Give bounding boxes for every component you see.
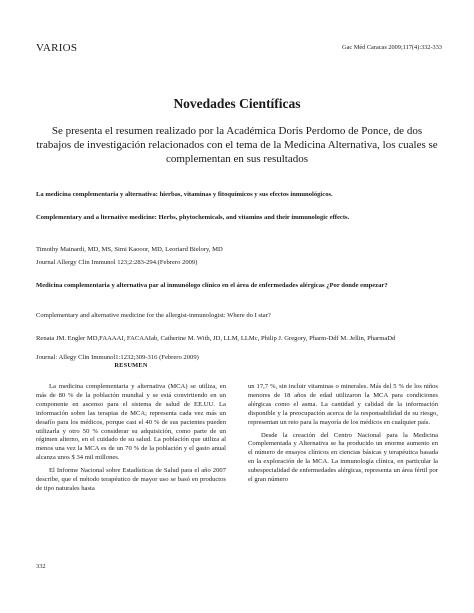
journal-citation-header: Gac Méd Caracas 2009;117(4):332-333 — [342, 44, 442, 51]
article2-citation: Journal: Allegy Clin Immunol1:1232;309-316 (Febrero 2009) — [36, 354, 199, 361]
resumen-right-column — [248, 383, 438, 489]
article1-title-en: Complementary and a lternative medicine: Herbs, phytochemicals, and vitamins and their immunologic effects. — [36, 214, 350, 221]
article2-title-en: Complementary and alternative medicine for the allergist-inmunologist: Where do I star? — [36, 312, 271, 319]
section-label: VARIOS — [36, 42, 78, 54]
article2-title-es: Medicina complementaria y alternativa par al inmunólogo clínico en el área de enfermedades alérgicas ¿Por donde empezar? — [36, 282, 388, 289]
article2-authors: Renata JM. Engler MD,FAAAAI, FACAAIab, Catherine M. With, JD, LLM, LLMc, Philip J. Gregory, Pharm-Ddf M. Jellin, PharmaDd — [36, 335, 396, 342]
resumen-heading: RESUMEN — [114, 362, 148, 369]
article1-citation: Journal Allergy Clin Immunol 123;2:283-294.(Febrero 2009) — [36, 259, 198, 266]
resumen-paragraph: El Informe Nacional sobre Estadísticas de Salud para el año 2007 describe, que el método terapéutico de mayor uso se basó en productos de tipo naturales hasta — [36, 467, 226, 492]
article1-title-es: La medicina complementaria y alternativa: hierbas, vitaminas y fitoquímicos y sus efectos inmunológicos. — [36, 191, 333, 198]
article1-authors: Timothy Mainardi, MD, MS, Simi Kaooor, MD, Leoriard Bielory, MD — [36, 246, 223, 253]
resumen-paragraph: Desde la creación del Centro Nacional para la Medicina Complementada y Alternativa se ha producido un enorme aumento en el número de ensayos clínicos en ciencias básicas y terapéutica basada en la exploración de la MCA. La inmunología clínica, en particular la subespecialidad de enfermedades alérgicas, representa un área fértil por el gran número — [248, 431, 438, 484]
page-title: Novedades Científicas — [173, 96, 301, 111]
intro-paragraph: Se presenta el resumen realizado por la Académica Doris Perdomo de Ponce, de dos trabajos de investigación relacionados con el tema de la Medicina Alternativa, los cuales se complementan en sus resultados — [36, 125, 438, 165]
resumen-paragraph: La medicina complementaria y alternativa (MCA) se utiliza, en más de 80 % de la población mundial y se está convirtiendo en un componente en ascenso para el sistema de salud de EE.UU. La información sobre las terapias de MCA; representa cada vez más un desafío para los médicos, porque casi el 40 % de sus pacientes pueden utilizarla y otro 50 % considerar su adquisición, como parte de un régimen alterno, en el cuidado de su salud. La población que utiliza al menos una vez la MCA es de un 70 % de la población y el gasto anual alcanza unos $ 34 mil millones. — [36, 383, 226, 462]
resumen-left-column — [36, 383, 226, 498]
page-number: 332 — [36, 563, 46, 570]
resumen-paragraph: un 17,7 %, sin incluir vitaminas o minerales. Más del 5 % de los niños menores de 18 años de edad utilizaron la MCA para condiciones alérgicas como el asma. La cantidad y calidad de la información disponible y la preocupación acerca de la responsabilidad de su riesgo, representan un reto para la mayoría de los médicos en cualquier país. — [248, 383, 438, 426]
